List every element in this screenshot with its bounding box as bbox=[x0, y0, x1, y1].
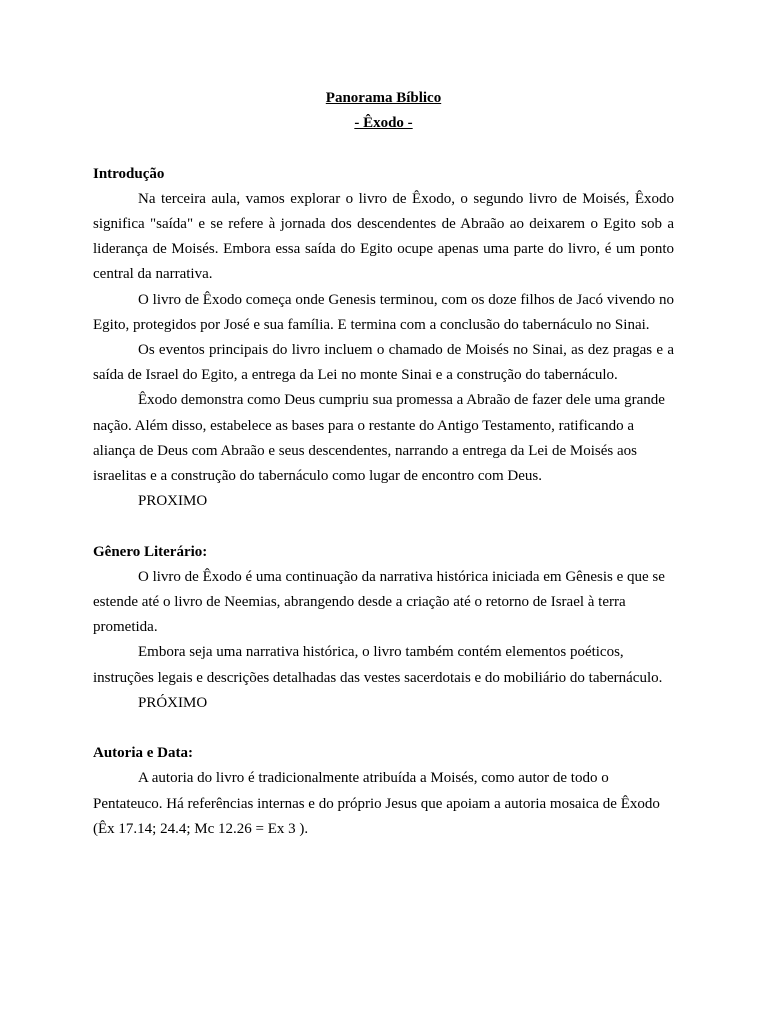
spacer bbox=[93, 514, 674, 539]
document-title: Panorama Bíblico bbox=[325, 90, 442, 106]
section-heading-introducao: Introdução bbox=[93, 165, 165, 182]
spacer bbox=[93, 716, 674, 741]
paragraph: O livro de Êxodo é uma continuação da narrativa histórica iniciada em Gênesis e que se estende até o livro de Neemias, abrangendo desde a criação até o retorno de Israel à terra prometida. bbox=[93, 568, 665, 636]
paragraph: O livro de Êxodo começa onde Genesis terminou, com os doze filhos de Jacó vivendo no Egito, protegidos por José e sua família. E termina com a conclusão do tabernáculo no Sinai. bbox=[93, 291, 674, 333]
paragraph: Embora seja uma narrativa histórica, o livro também contém elementos poéticos, instruções legais e descrições detalhadas das vestes sacerdotais e do mobiliário do tabernáculo. bbox=[93, 644, 663, 686]
spacer bbox=[93, 136, 674, 161]
paragraph: Na terceira aula, vamos explorar o livro de Êxodo, o segundo livro de Moisés, Êxodo significa "saída" e se refere à jornada dos descendentes de Abraão ao deixarem o Egito sob a liderança de Moisés. Embora essa saída do Egito ocupe apenas uma parte do livro, é um ponto central da narrativa. bbox=[93, 190, 674, 283]
paragraph: Os eventos principais do livro incluem o chamado de Moisés no Sinai, as dez pragas e a saída de Israel do Egito, a entrega da Lei no monte Sinai e a construção do tabernáculo. bbox=[93, 342, 674, 384]
next-marker: PROXIMO bbox=[138, 493, 208, 510]
section-heading-autoria-e-data: Autoria e Data: bbox=[93, 745, 193, 762]
paragraph: Êxodo demonstra como Deus cumpriu sua promessa a Abraão de fazer dele uma grande nação. Além disso, estabelece as bases para o restante do Antigo Testamento, ratificando a aliança de Deus com Abraão e seus descendentes, narrando a entrega da Lei de Moisés aos israelitas e a construção do tabernáculo como lugar de encontro com Deus. bbox=[93, 392, 665, 485]
section-heading-genero-literario: Gênero Literário: bbox=[93, 543, 208, 560]
paragraph: A autoria do livro é tradicionalmente atribuída a Moisés, como autor de todo o Pentateuco. Há referências internas e do próprio Jesus que apoiam a autoria mosaica de Êxodo (Êx 17.14; 24.4; Mc 12.26 = Ex 3 ). bbox=[93, 770, 660, 837]
document-subtitle: - Êxodo - bbox=[354, 115, 413, 132]
next-marker: PRÓXIMO bbox=[138, 694, 208, 711]
document-page bbox=[93, 86, 674, 842]
